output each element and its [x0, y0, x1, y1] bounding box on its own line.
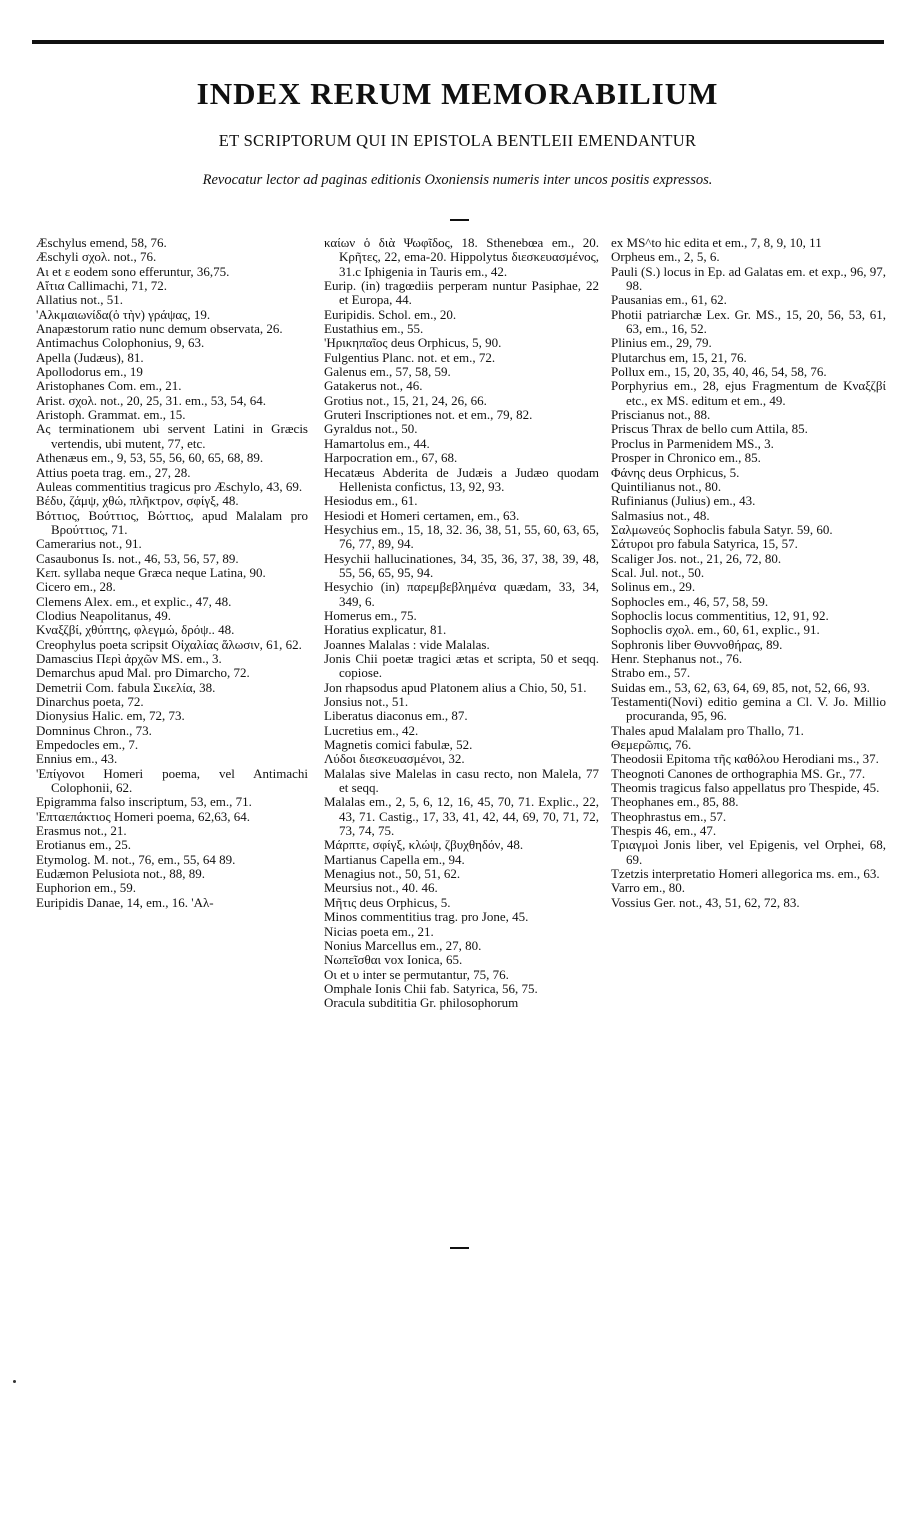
index-entry: Apella (Judæus), 81.	[36, 349, 144, 365]
index-entry: Auleas commentitius tragicus pro Æschylo, 43, 69.	[36, 478, 303, 494]
index-entry: Meursius not., 40. 46.	[324, 880, 438, 896]
index-entry: Βέδυ, ζάμψ, χθώ, πλῆκτρον, σφίγξ, 48.	[36, 493, 239, 509]
index-entry: Aι et ε eodem sono efferuntur, 36,75.	[36, 263, 230, 279]
index-entry: Plinius em., 29, 79.	[611, 335, 712, 351]
index-entry: Epigramma falso inscriptum, 53, em., 71.	[36, 794, 252, 810]
index-entry: Domninus Chron., 73.	[36, 722, 152, 738]
index-entry: Vossius Ger. not., 43, 51, 62, 72, 83.	[611, 894, 800, 910]
index-entry: Strabo em., 57.	[611, 665, 691, 681]
index-entry: Νωπεῖσθαι vox Ionica, 65.	[324, 952, 463, 968]
index-entry: Henr. Stephanus not., 76.	[611, 650, 743, 666]
index-entry: Thespis 46, em., 47.	[611, 823, 717, 839]
index-entry: Tzetzis interpretatio Homeri allegorica ms. em., 63.	[611, 866, 880, 882]
index-entry: Jon rhapsodus apud Platonem alius a Chio, 50, 51.	[324, 679, 587, 695]
index-entry: Dionysius Halic. em, 72, 73.	[36, 708, 185, 724]
index-entry: Theomis tragicus falso appellatus pro Thespide, 45.	[611, 780, 880, 796]
index-column-2	[324, 236, 599, 1011]
index-entry: Malalas sive Malelas in casu recto, non Malela, 77 et seqq.	[324, 765, 599, 796]
index-entry: Solinus em., 29.	[611, 579, 696, 595]
index-entry: καίων ὁ διὰ Ψωφῖδος, 18. Sthenebœa em., 20. Κρῆτες, 22, ema-20. Hippolytus διεσκευασμένος, 31.c Iphigenia in Tauris em., 42.	[324, 235, 599, 279]
index-entry: Θεμερῶπις, 76.	[611, 737, 692, 753]
index-entry: Nonius Marcellus em., 27, 80.	[324, 937, 482, 953]
index-entry: Liberatus diaconus em., 87.	[324, 708, 468, 724]
index-entry: 'Αλκμαιωνίδα(ὁ τὴν) γράψας, 19.	[36, 306, 211, 322]
index-entry: Martianus Capella em., 94.	[324, 851, 465, 867]
index-entry: Nicias poeta em., 21.	[324, 923, 434, 939]
index-entry: Apollodorus em., 19	[36, 364, 143, 380]
index-entry: Erasmus not., 21.	[36, 823, 127, 839]
index-entry: Hecatæus Abderita de Judæis a Judæo quodam Hellenista confictus, 13, 92, 93.	[324, 464, 599, 494]
index-entry: Æschyli σχολ. not., 76.	[36, 249, 157, 265]
index-entry: Magnetis comici fabulæ, 52.	[324, 737, 473, 753]
index-entry: Casaubonus Is. not., 46, 53, 56, 57, 89.	[36, 550, 239, 566]
index-entry: Hamartolus em., 44.	[324, 435, 430, 451]
page-speck	[13, 1380, 16, 1383]
index-entry: Pollux em., 15, 20, 35, 40, 46, 54, 58, 76.	[611, 364, 827, 380]
index-entry: Theognoti Canones de orthographia MS. Gr., 77.	[611, 765, 866, 781]
index-entry: Demetrii Com. fabula Σικελία, 38.	[36, 679, 216, 695]
index-entry: Sophoclis locus commentitius, 12, 91, 92.	[611, 607, 829, 623]
index-entry: Βόττιος, Βούττιος, Βώττιος, apud Malalam pro Βρούττιος, 71.	[36, 507, 308, 537]
index-entry: Gatakerus not., 46.	[324, 378, 423, 394]
index-entry: Malalas em., 2, 5, 6, 12, 16, 45, 70, 71. Explic., 22, 43, 71. Castig., 17, 33, 41, 42, 44, 69, 70, 71, 72, 73, 74, 75.	[324, 794, 599, 839]
index-entry: Porphyrius em., 28, ejus Fragmentum de Κναξζβί etc., ex MS. editum et em., 49.	[611, 378, 886, 408]
index-entry: Gruteri Inscriptiones not. et em., 79, 82.	[324, 407, 533, 423]
index-entry: Athenæus em., 9, 53, 55, 56, 60, 65, 68, 89.	[36, 450, 264, 466]
index-entry: Theophrastus em., 57.	[611, 808, 727, 824]
index-entry: Clodius Neapolitanus, 49.	[36, 607, 172, 623]
index-entry: Μάρπτε, σφίγξ, κλώψ, ζβυχθηδόν, 48.	[324, 837, 524, 853]
index-entry: Scaliger Jos. not., 21, 26, 72, 80.	[611, 550, 782, 566]
index-entry: Clemens Alex. em., et explic., 47, 48.	[36, 593, 232, 609]
index-entry: Prosper in Chronico em., 85.	[611, 450, 761, 466]
index-entry: Hesiodus em., 61.	[324, 493, 418, 509]
index-entry: Scal. Jul. not., 50.	[611, 564, 705, 580]
index-entry: 'Ηρικηπαῖος deus Orphicus, 5, 90.	[324, 335, 502, 351]
index-entry: Theophanes em., 85, 88.	[611, 794, 739, 810]
index-entry: Galenus em., 57, 58, 59.	[324, 364, 451, 380]
index-entry: Σάτυροι pro fabula Satyrica, 15, 57.	[611, 536, 798, 552]
index-entry: Pauli (S.) locus in Ep. ad Galatas em. et exp., 96, 97, 98.	[611, 263, 886, 294]
index-entry: Etymolog. M. not., 76, em., 55, 64 89.	[36, 851, 236, 867]
index-entry: Sophocles em., 46, 57, 58, 59.	[611, 593, 769, 609]
index-entry: Menagius not., 50, 51, 62.	[324, 866, 461, 882]
index-entry: Damascius Περὶ ἀρχῶν MS. em., 3.	[36, 650, 222, 666]
index-entry: Allatius not., 51.	[36, 292, 124, 308]
index-entry: Quintilianus not., 80.	[611, 478, 722, 494]
index-entry: Erotianus em., 25.	[36, 837, 131, 853]
index-entry: Lucretius em., 42.	[324, 722, 419, 738]
index-entry: Pausanias em., 61, 62.	[611, 292, 727, 308]
index-entry: Euphorion em., 59.	[36, 880, 137, 896]
index-entry: Suidas em., 53, 62, 63, 64, 69, 85, not, 52, 66, 93.	[611, 679, 870, 695]
index-entry: Homerus em., 75.	[324, 607, 417, 623]
index-entry: Varro em., 80.	[611, 880, 686, 896]
index-entry: Creophylus poeta scripsit Οἰχαλίας ἅλωσιν, 61, 62.	[36, 636, 302, 652]
index-entry: Salmasius not., 48.	[611, 507, 710, 523]
index-entry: Antimachus Colophonius, 9, 63.	[36, 335, 205, 351]
index-column-1	[36, 236, 308, 910]
page-title: INDEX RERUM MEMORABILIUM	[196, 76, 719, 111]
index-entry: Aς terminationem ubi servent Latini in Græcis vertendis, ubi mutent, 77, etc.	[36, 421, 308, 451]
top-rule	[32, 40, 884, 44]
index-entry: Euripidis Danae, 14, em., 16. 'Αλ-	[36, 894, 214, 910]
index-entry: Camerarius not., 91.	[36, 536, 142, 552]
index-entry: Priscus Thrax de bello cum Attila, 85.	[611, 421, 808, 437]
index-entry: Aristoph. Grammat. em., 15.	[36, 407, 186, 423]
index-entry: Aἴτια Callimachi, 71, 72.	[36, 278, 167, 294]
index-entry: Euripidis. Schol. em., 20.	[324, 306, 457, 322]
index-entry: Ennius em., 43.	[36, 751, 118, 767]
index-entry: 'Επταεπάκτιος Homeri poema, 62,63, 64.	[36, 808, 250, 824]
index-entry: Empedocles em., 7.	[36, 737, 139, 753]
index-entry: Τριαγμοὶ Jonis liber, vel Epigenis, vel Orphei, 68, 69.	[611, 837, 886, 867]
index-entry: Cicero em., 28.	[36, 579, 116, 595]
index-entry: Hesychio (in) παρεμβεβλημένα quædam, 33, 34, 349, 6.	[324, 579, 599, 609]
index-entry: Fulgentius Planc. not. et em., 72.	[324, 349, 496, 365]
index-entry: Testamenti(Novi) editio gemina a Cl. V. Jo. Millio procuranda, 95, 96.	[611, 694, 886, 724]
index-entry: Sophronis liber Θυννοθήρας, 89.	[611, 636, 783, 652]
index-entry: Arist. σχολ. not., 20, 25, 31. em., 53, 54, 64.	[36, 392, 267, 408]
index-entry: Demarchus apud Mal. pro Dimarcho, 72.	[36, 665, 250, 681]
index-entry: Οι et υ inter se permutantur, 75, 76.	[324, 966, 509, 982]
index-entry: Minos commentitius trag. pro Jone, 45.	[324, 909, 529, 925]
index-entry: Orpheus em., 2, 5, 6.	[611, 249, 720, 265]
index-entry: Plutarchus em, 15, 21, 76.	[611, 349, 747, 365]
index-entry: Gyraldus not., 50.	[324, 421, 418, 437]
separator-dash	[450, 219, 469, 221]
index-entry: Hesychius em., 15, 18, 32. 36, 38, 51, 55, 60, 63, 65, 76, 77, 89, 94.	[324, 521, 599, 552]
index-entry: 'Επίγονοι Homeri poema, vel Antimachi Colophonii, 62.	[36, 765, 308, 796]
index-entry: Rufinianus (Julius) em., 43.	[611, 493, 756, 509]
index-entry: Horatius explicatur, 81.	[324, 622, 447, 638]
index-entry: Hesiodi et Homeri certamen, em., 63.	[324, 507, 520, 523]
index-entry: Joannes Malalas : vide Malalas.	[324, 636, 490, 652]
index-entry: Harpocration em., 67, 68.	[324, 450, 458, 466]
index-entry: Eustathius em., 55.	[324, 321, 424, 337]
index-entry: ex MS^to hic edita et em., 7, 8, 9, 10, 11	[611, 235, 822, 250]
index-entry: Thales apud Malalam pro Thallo, 71.	[611, 722, 804, 738]
index-entry: Jonis Chii poetæ tragici ætas et scripta, 50 et seqq. copiose.	[324, 650, 599, 681]
index-entry: Grotius not., 15, 21, 24, 26, 66.	[324, 392, 487, 408]
index-entry: Jonsius not., 51.	[324, 694, 409, 709]
index-entry: Proclus in Parmenidem MS., 3.	[611, 435, 774, 451]
index-entry: Æschylus emend, 58, 76.	[36, 235, 167, 250]
index-entry: Priscianus not., 88.	[611, 407, 711, 423]
editorial-note: Revocatur lector ad paginas editionis Oxoniensis numeris inter uncos positis expressos.	[202, 172, 713, 188]
end-dash	[450, 1247, 469, 1249]
index-entry: Κεπ. syllaba neque Græca neque Latina, 90.	[36, 564, 266, 580]
index-entry: Anapæstorum ratio nunc demum observata, 26.	[36, 321, 283, 337]
index-entry: Eudæmon Pelusiota not., 88, 89.	[36, 866, 205, 882]
index-entry: Dinarchus poeta, 72.	[36, 694, 144, 709]
index-entry: Oracula subdititia Gr. philosophorum	[324, 995, 519, 1011]
index-entry: Μῆτις deus Orphicus, 5.	[324, 894, 451, 910]
index-entry: Theodosii Epitoma τῆς καθόλου Herodiani ms., 37.	[611, 751, 879, 767]
index-entry: Sophoclis σχολ. em., 60, 61, explic., 91.	[611, 622, 820, 638]
index-entry: Attius poeta trag. em., 27, 28.	[36, 464, 191, 480]
index-entry: Photii patriarchæ Lex. Gr. MS., 15, 20, 56, 53, 61, 63, em., 16, 52.	[611, 306, 886, 337]
index-entry: Eurip. (in) tragœdiis perperam nuntur Pasiphae, 22 et Europa, 44.	[324, 278, 599, 308]
index-entry: Σαλμωνεύς Sophoclis fabula Satyr. 59, 60.	[611, 521, 833, 537]
index-entry: Φάνης deus Orphicus, 5.	[611, 464, 740, 480]
page-subtitle: ET SCRIPTORUM QUI IN EPISTOLA BENTLEII EMENDANTUR	[218, 131, 697, 150]
index-entry: Κναξζβί, χθύπτης, φλεγμώ, δρόψ.. 48.	[36, 622, 235, 638]
index-column-3	[611, 236, 886, 910]
index-entry: Λύδοι διεσκευασμένοι, 32.	[324, 751, 465, 767]
index-entry: Aristophanes Com. em., 21.	[36, 378, 182, 394]
index-entry: Hesychii hallucinationes, 34, 35, 36, 37, 38, 39, 48, 55, 56, 65, 95, 94.	[324, 550, 599, 580]
index-entry: Omphale Ionis Chii fab. Satyrica, 56, 75.	[324, 980, 538, 996]
